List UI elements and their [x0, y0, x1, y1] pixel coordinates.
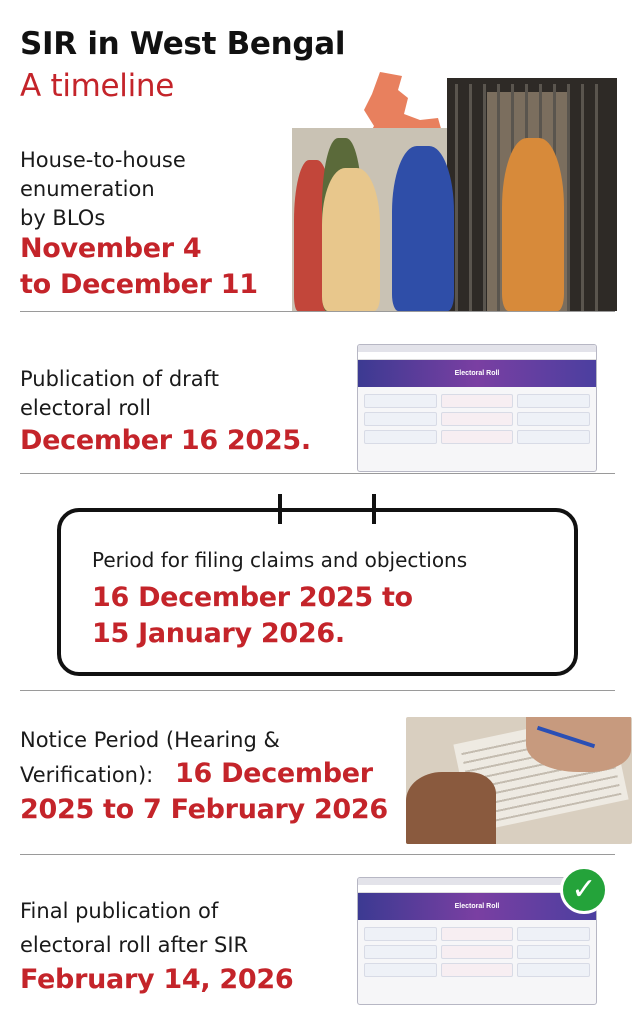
step-3-label: Period for filing claims and objections	[92, 548, 468, 572]
step-3-date: 16 December 2025 to 15 January 2026.	[92, 582, 413, 649]
divider	[20, 690, 615, 691]
page-title: SIR in West Bengal	[20, 26, 346, 62]
page-subtitle: A timeline	[20, 68, 175, 104]
screenshot-banner-title: Electoral Roll	[358, 360, 596, 387]
step-5-date: February 14, 2026	[20, 964, 294, 995]
step-1-label: House-to-house enumeration by BLOs	[20, 148, 186, 230]
check-icon: ✓	[560, 866, 608, 914]
step-4-date: 2025 to 7 February 2026	[20, 794, 388, 825]
divider	[20, 854, 615, 855]
step-4-label: Notice Period (Hearing & Verification):	[20, 728, 280, 787]
divider	[20, 473, 615, 474]
step-4-date-inline: 16 December	[175, 758, 373, 789]
step-5-label: Final publication of electoral roll after SIR	[20, 899, 249, 957]
verification-photo	[406, 717, 632, 844]
step-2-label: Publication of draft electoral roll	[20, 367, 219, 420]
enumeration-photo	[292, 68, 617, 311]
step-1-date: November 4 to December 11	[20, 233, 258, 300]
screenshot-banner-title: Electoral Roll	[358, 893, 596, 920]
step-2-date: December 16 2025.	[20, 425, 311, 456]
divider	[20, 311, 615, 312]
electoral-roll-screenshot	[357, 344, 597, 472]
